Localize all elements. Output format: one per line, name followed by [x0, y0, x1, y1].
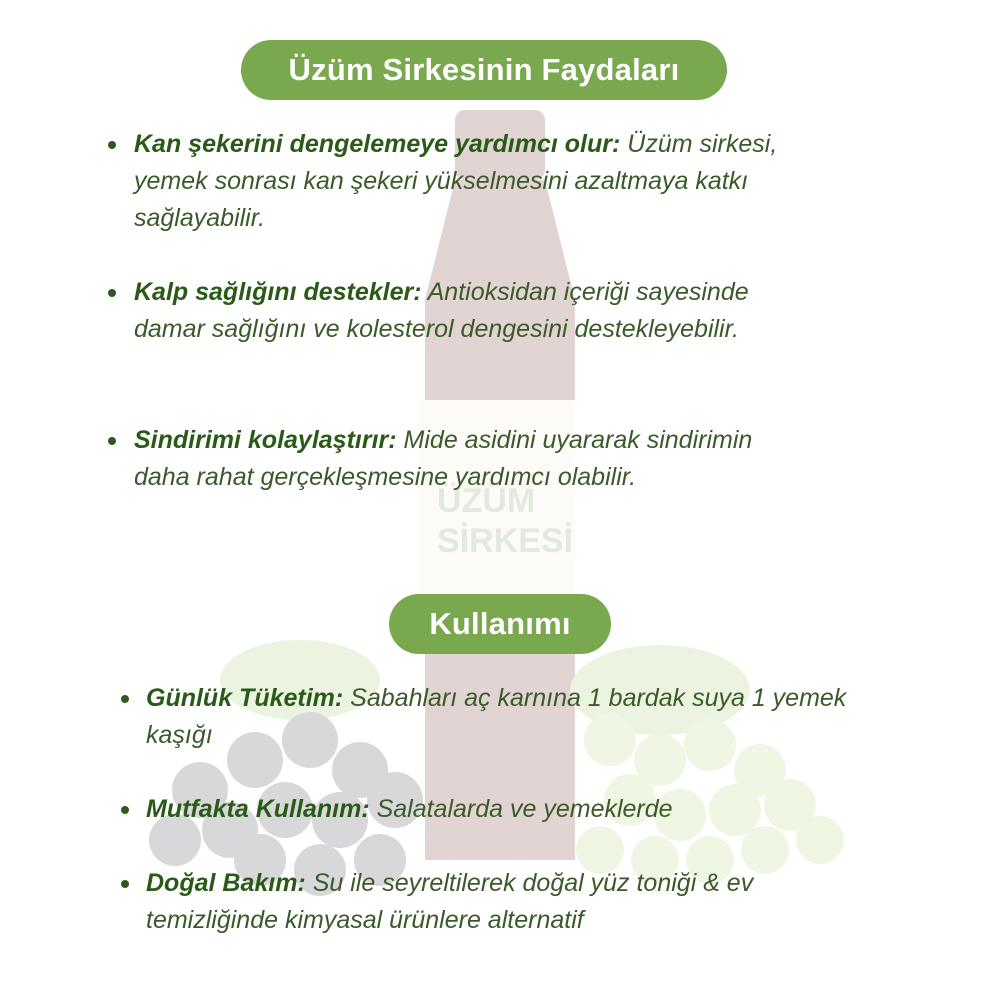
bullet-icon	[108, 437, 116, 445]
benefit-text: Antioksidan içeriği sayesinde damar sağlığını ve kolesterol dengesini destekleyebilir.	[134, 278, 749, 343]
usage-label: Günlük Tüketim:	[146, 684, 344, 712]
bullet-icon	[108, 289, 116, 297]
usage-label: Mutfakta Kullanım:	[146, 795, 370, 823]
benefit-label: Kalp sağlığını destekler:	[134, 278, 422, 306]
bullet-icon	[108, 141, 116, 149]
usage-item	[121, 865, 891, 939]
usage-item	[121, 791, 891, 828]
benefit-item	[108, 274, 804, 348]
bullet-icon	[121, 806, 129, 814]
benefit-item	[108, 126, 804, 237]
usage-text: Sabahları aç karnına 1 bardak suya 1 yemek kaşığı	[146, 684, 847, 749]
bullet-icon	[121, 880, 129, 888]
benefit-label: Kan şekerini dengelemeye yardımcı olur:	[134, 130, 621, 158]
usage-label: Doğal Bakım:	[146, 869, 306, 897]
bullet-icon	[121, 695, 129, 703]
benefit-label: Sindirimi kolaylaştırır:	[134, 426, 397, 454]
benefits-heading: Üzüm Sirkesinin Faydaları	[241, 40, 727, 100]
benefit-text: Mide asidini uyararak sindirimin daha rahat gerçekleşmesine yardımcı olabilir.	[134, 426, 753, 491]
benefit-item	[108, 422, 804, 496]
usage-heading: Kullanımı	[389, 594, 611, 654]
usage-item	[121, 680, 891, 754]
usage-text: Su ile seyreltilerek doğal yüz toniği & ev temizliğinde kimyasal ürünlere alternatif	[146, 869, 754, 934]
benefit-text: Üzüm sirkesi, yemek sonrası kan şekeri yükselmesini azaltmaya katkı sağlayabilir.	[134, 130, 778, 232]
usage-text: Salatalarda ve yemeklerde	[369, 795, 673, 823]
